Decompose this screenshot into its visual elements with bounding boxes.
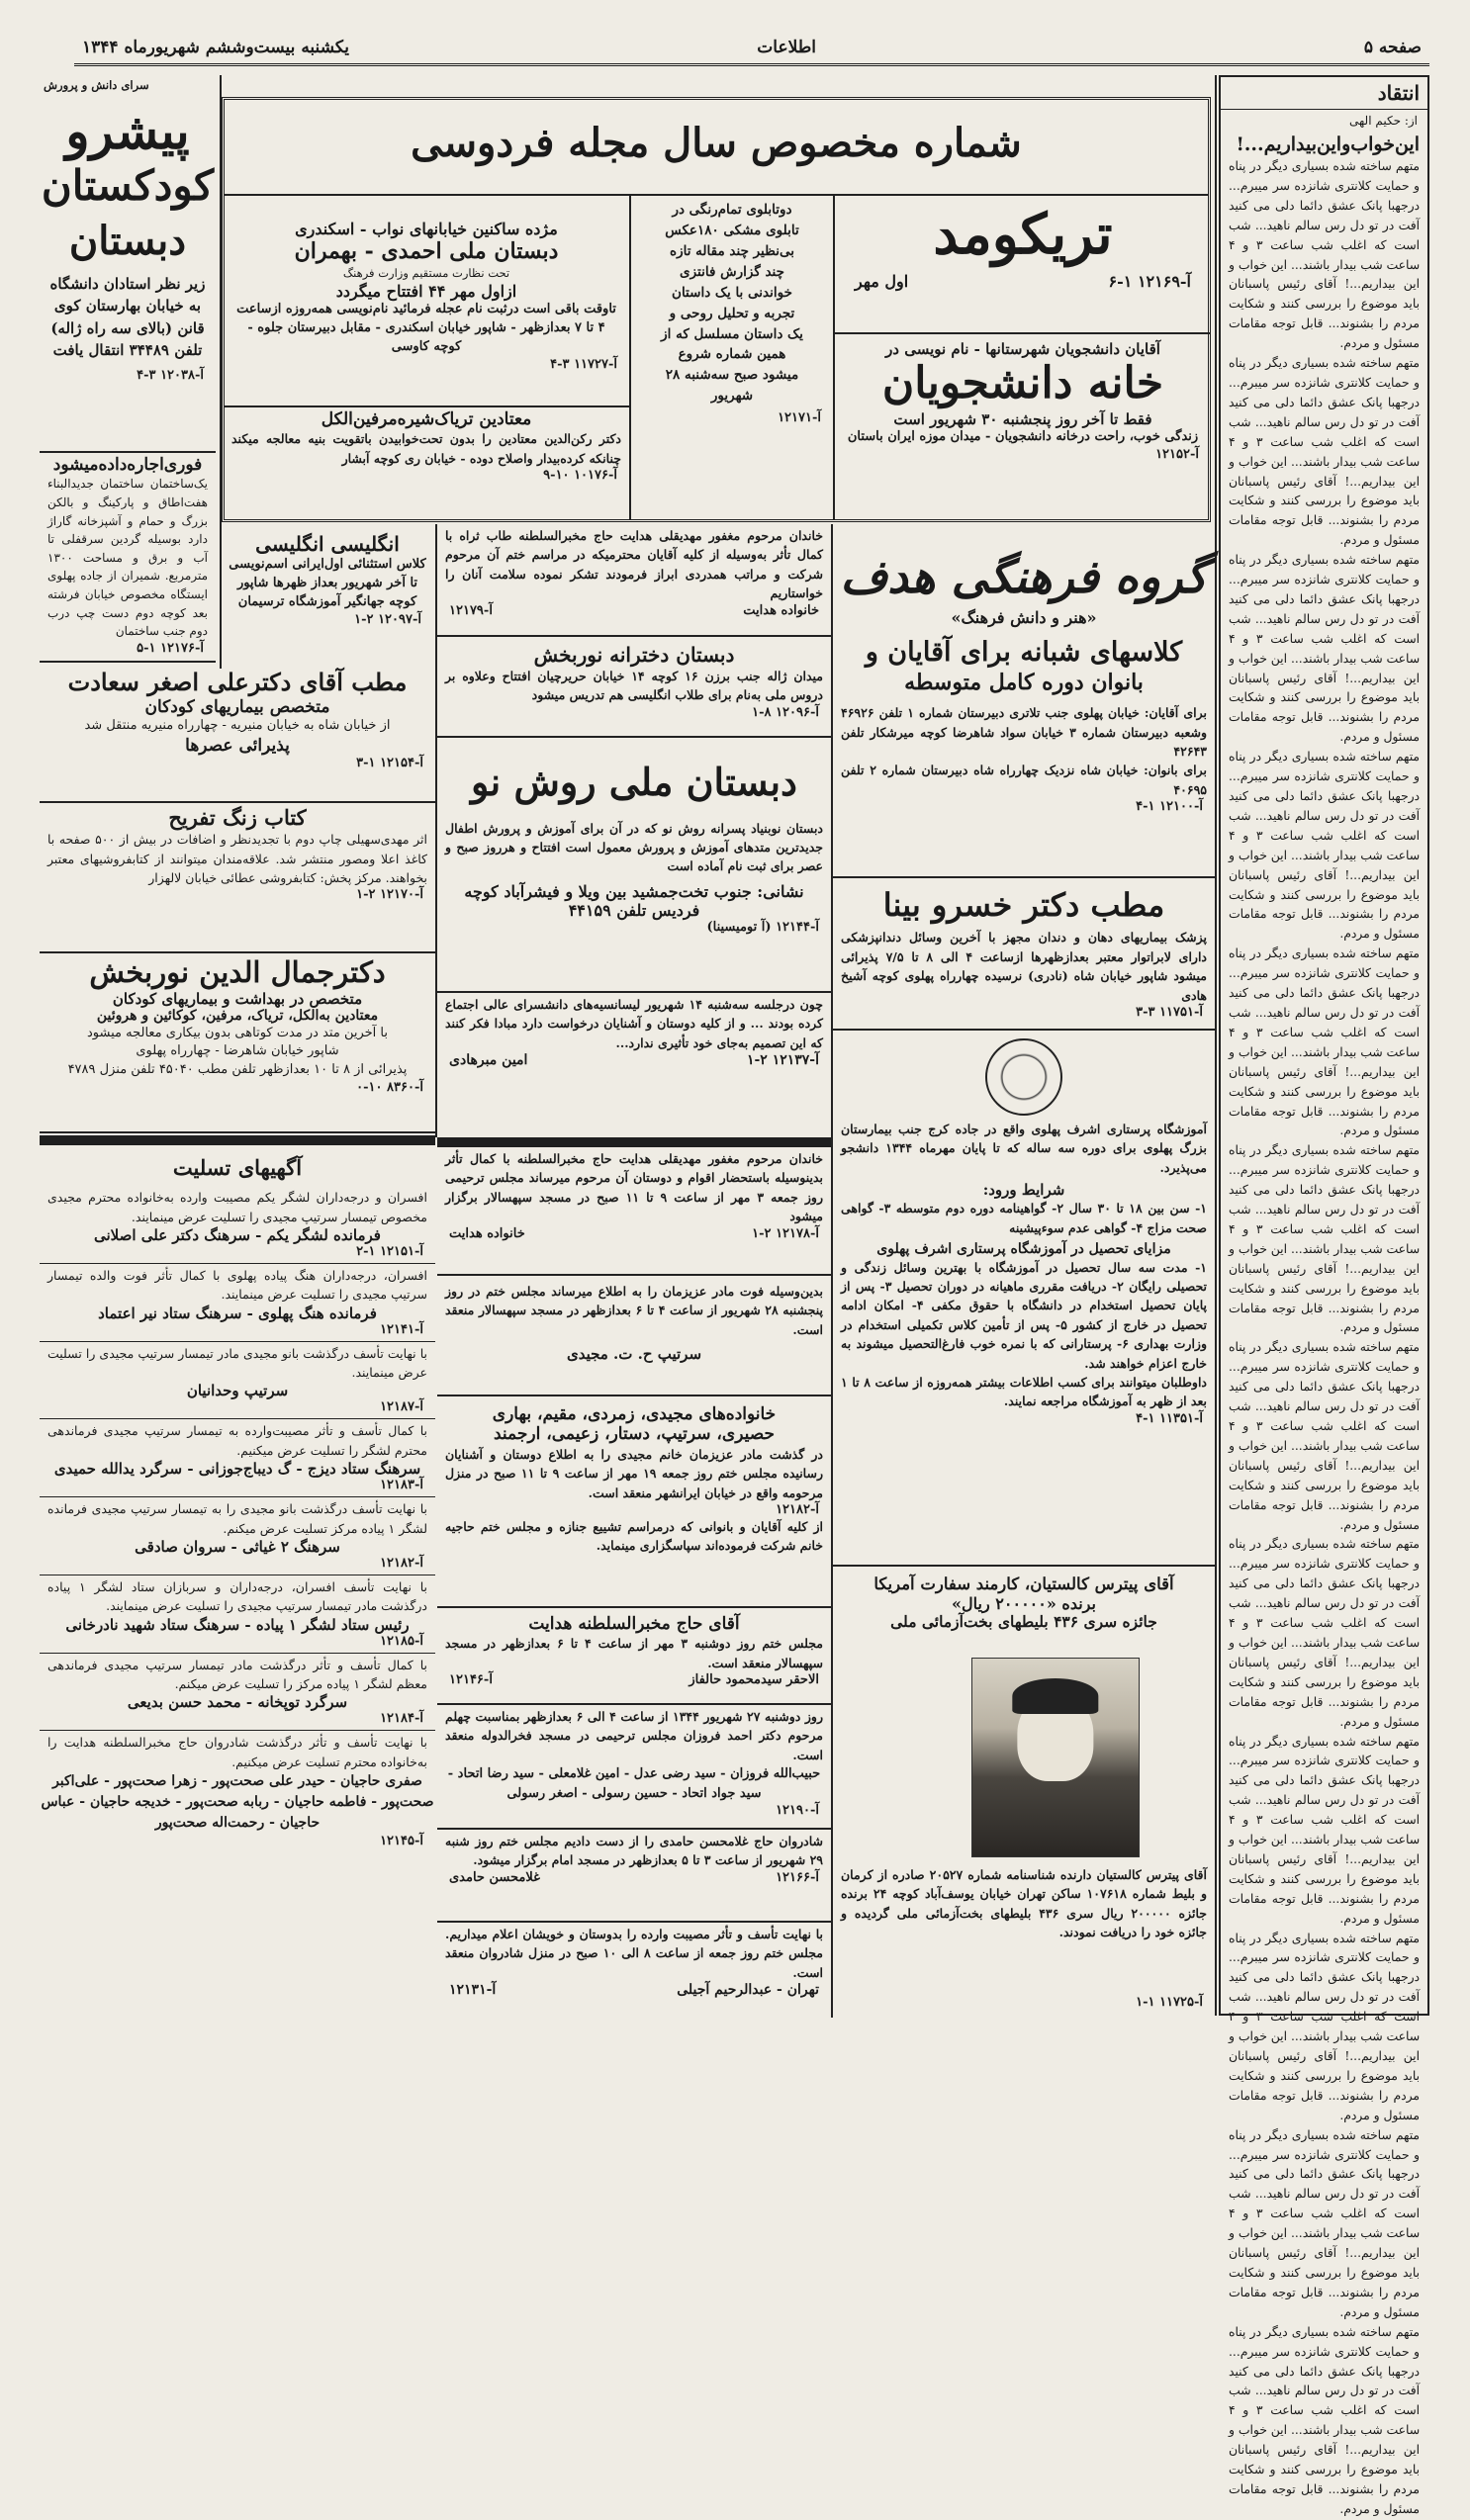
students-top: آقایان دانشجویان شهرستانها - نام نویسی در (885, 340, 1160, 358)
pishro-top: سرای دانش و پرورش (44, 78, 149, 92)
ajili-body: با نهایت تأسف و تأثر مصیبت وارده را بدوستان و خویشان اعلام میداریم. مجلس ختم روز جمعه از ساعت ۸ الی ۱۰ صبح در منزل شادروان منعقد است. (445, 1927, 823, 1980)
jamaleddin-specialty: متخصص در بهداشت و بیماریهای کودکان (112, 989, 363, 1008)
jamaleddin-hours: پذیرائی از ۸ تا ۱۰ بعدازظهر تلفن مطب ۴۵۰۴۰ تلفن منزل ۴۷۸۹ (67, 1062, 408, 1078)
masthead (74, 34, 1429, 66)
ahmadi-ad (224, 196, 629, 407)
khosrobina-ad (833, 880, 1215, 1031)
nourbakhsh-school-title: دبستان دخترانه نوربخش (533, 643, 735, 667)
tricomed-title: تریکومد (933, 202, 1113, 267)
hedayat-thanks-sign: خانواده هدایت (743, 602, 819, 618)
jamaleddin-code: آ-۸۳۶۰ ۱۰-۰ (356, 1080, 423, 1096)
lottery-title: آقای پیترس کالستیان، کارمند سفارت آمریکا (873, 1575, 1174, 1593)
ajili-code: آ-۱۲۱۳۱ (449, 1982, 497, 1999)
english-ad (222, 526, 433, 663)
book-body: اثر مهدی‌سهیلی چاپ دوم با تجدیدنظر و اضافات در بیش از ۵۰۰ صفحه با کاغذ اعلا ومصور منتشر شد. علاقه‌مندان میتوانند از کتابفروشیهای معتبر بخواهند. مرکز پخش: کتابفروشی عطائی خیابان لالهزار (47, 832, 427, 885)
forouzan-sign: حبیب‌الله فروزان - سید رضی عدل - امین غلامعلی - سید رضا اتحاد - سید جواد اتحاد - حسین رسولی - اصغر رسولی (447, 1766, 821, 1801)
condolence-item: افسران و درجه‌داران لشگر یکم مصیبت وارده به‌خانواده محترم مجیدی مخصوص تیمسار سرتیپ مجیدی را تسلیت عرض مینمایند. فرمانده لشگر یکم - سرهنگ دکتر علی اصلانی آ-۱۲۱۵۱ ۱-۲ (40, 1186, 435, 1264)
ravesh-no-body: دبستان نوبنیاد پسرانه روش نو که در آن برای آموزش و پرورش اطفال جدیدترین متدهای آموزش و پرورش معمول است افتتاح و هرروز صبح و عصر برای ثبت نام آماده است (445, 820, 823, 874)
addiction-ad (224, 409, 629, 520)
majidi-notice-sign: سرتیپ ح. ت. مجیدی (566, 1345, 702, 1364)
paper-name: اطلاعات (757, 38, 816, 57)
english-body: کلاس استثنائی اول‌ایرانی اسم‌نویسی تا آخر شهریور بعداز ظهرها شاپور کوچه جهانگیر آموزشگاه ترسیمان (229, 557, 426, 609)
nourbakhsh-school-body: میدان ژاله جنب برزن ۱۶ کوچه ۱۴ خیابان حریرچیان افتتاح وعلاوه بر دروس ملی به‌نام برای طلاب انگلیسی هم تدریس میشود (445, 669, 824, 703)
hedayat-memorial-sign: خانواده هدایت (449, 1225, 525, 1241)
hadaf-code: آ-۱۲۱۰۰ ۱-۴ (1136, 799, 1203, 815)
lottery-ad (833, 1569, 1215, 2016)
condolence-item: با نهایت تأسف افسران، درجه‌داران و سربازان ستاد لشگر ۱ پیاده درگذشت مادر تیمسار سرتیپ مجیدی را تسلیت عرض مینمایند. رئیس ستاد لشگر ۱ پیاده - سرهنگ ستاد شهید نادرخانی آ-۱۲۱۸۵ (40, 1575, 435, 1654)
english-code: آ-۱۲۰۹۷ ۲-۱ (354, 611, 421, 627)
lottery-series: جائزه سری ۴۳۶ بلیطهای بخت‌آزمائی ملی (890, 1611, 1157, 1631)
tricomed-code: آ-۱۲۱۶۹ ۱-۶ (1108, 272, 1191, 292)
khosrobina-body: پزشک بیماریهای دهان و دندان مجهز با آخرین وسائل دندانپزشکی دارای لابراتوار معتبر بعدازظهرها ازساعت ۴ الی ۸ تا ۷/۵ پذیرائی میشود شاپور خیابان شاه (نادری) نرسیده چهارراه پهلوی کوچه آشیخ هادی (841, 930, 1207, 1003)
condolences-title: آگهیهای تسلیت (172, 1155, 303, 1180)
pishro-kindergarten: کودکستان (41, 161, 215, 211)
hedayat-thanks-body: خاندان مرحوم مغفور مهدیقلی هدایت حاج مخبرالسلطنه طاب ثراه با کمال تأثر به‌وسیله از کلیه آقایان محترمیکه در مراسم ختم آن مرحوم شرکت و مراتب همدردی ابراز فرمودند تشکر نموده سلامت آنان را خواستاریم (445, 528, 823, 601)
critique-column (1219, 75, 1429, 2516)
ferdowsi-title: شماره مخصوص سال مجله فردوسی (411, 120, 1022, 166)
condolence-item: با نهایت تأسف و تأثر درگذشت شادروان حاج مخبرالسلطنه هدایت را به‌خانواده محترم تسلیت عرض میکنیم. صفری حاجیان - حیدر علی صحت‌پور - زهرا صحت‌پور - علی‌اکبر صحت‌پور - فاطمه حاجیان - ربابه صحت‌پور - خدیجه حاجیان - عباس حاجیان - رحمت‌اله صحت‌پور آ-۱۲۱۴۵ (41, 1735, 434, 1849)
pishro-name: پیشرو (65, 102, 190, 161)
nursing-code: آ-۱۱۳۵۱ ۱-۴ (1136, 1410, 1203, 1426)
condolence-item: با کمال تأسف و تأثر درگذشت مادر تیمسار سرتیپ مجیدی فرماندهی معظم لشگر ۱ پیاده مرکز را تسلیت عرض میکنم. سرگرد توپخانه - محمد حسن بدیعی آ-۱۲۱۸۴ (40, 1654, 435, 1732)
mokhber-sign: الاحقر سیدمحمود حالفاز (689, 1672, 819, 1688)
ravesh-no-ad (437, 740, 831, 993)
saadat-address: از خیابان شاه به خیابان منیریه - چهارراه منیریه منتقل شد (84, 718, 391, 734)
ajili-notice (437, 1925, 831, 2016)
urgent-title: فوری‌اجاره‌داده‌میشود (52, 455, 203, 475)
mobarhadi-notice (437, 995, 831, 1135)
ahmadi-details: تاوقت باقی است درثبت نام عجله فرمائید نام‌نویسی همه‌روزه ازساعت ۴ تا ۷ بعدازظهر - شاپور خیابان اسکندری - مقابل دبیرستان جلوه - کوچه کاوسی (236, 302, 616, 354)
urgent-code: آ-۱۲۱۷۶ ۱-۵ (137, 640, 204, 656)
jamaleddin-addicts: معتادین به‌الکل، تریاک، مرفین، کوکائین و هروئین (96, 1007, 379, 1024)
condolence-list (40, 1186, 435, 1852)
condolence-item: با کمال تأسف و تأثر مصیبت‌وارده به تیمسار سرتیپ مجیدی فرماندهی محترم لشگر را تسلیت عرض میکنیم. سرهنگ ستاد دیزج - گ‌ دیباج‌جوزانی - سرگرد یدالله حمیدی آ-۱۲۱۸۳ (40, 1419, 435, 1497)
students-address: زندگی خوب، راحت درخانه دانشجویان - میدان موزه ایران باستان (847, 428, 1199, 444)
hadaf-slogan: «هنر و دانش فرهنگ» (951, 608, 1097, 628)
addiction-title: معتادین تریاک‌شیره‌مرفین‌الکل (321, 409, 532, 429)
lottery-code: آ-۱۱۷۲۵ ۱-۱ (1136, 1995, 1203, 2010)
pishro-code: آ-۱۲۰۳۸ ۳-۴ (137, 367, 204, 383)
nourbakhsh-school-ad (437, 639, 831, 738)
ajili-sign: تهران - عبدالرحیم آجیلی (677, 1982, 819, 1999)
hedayat-memorial-code: آ-۱۲۱۷۸ ۲-۱ (752, 1225, 819, 1241)
condolences-section (40, 1147, 435, 2016)
issue-date: یکشنبه بیست‌وششم شهریورماه ۱۳۴۴ (82, 38, 349, 57)
ferdowsi-details (631, 196, 833, 520)
nourbakhsh-school-code: آ-۱۲۰۹۶ ۸-۱ (752, 704, 819, 720)
critique-author: از: حکیم الهی (1349, 114, 1418, 128)
ravesh-no-code: آ-۱۲۱۴۴ (آ تومیسینا) (706, 920, 819, 936)
hamedi-body: شادروان حاج غلامحسن حامدی را از دست دادیم مجلس ختم روز شنبه ۲۹ شهریور از ساعت ۳ تا ۵ بعدازظهر در مسجد امام برگزار میشود. (445, 1834, 823, 1868)
forouzan-notice (437, 1707, 831, 1830)
hedayat-thanks (437, 526, 831, 637)
critique-headline: این‌خواب‌واین‌بیداریم...! (1236, 134, 1420, 155)
addiction-body: دکتر رکن‌الدین معتادین را بدون تحت‌خوابیدن باتقویت بنیه معالجه میکند چنانکه کرده‌بیدار واصلاح دوده - خیابان ری کوچه آبشار (231, 431, 621, 466)
saadat-ad (40, 665, 435, 803)
urgent-body: یک‌ساختمان ساختمان جدیدالبناء هفت‌اطاق و پارکینگ و بالکن بزرگ و حمام و آشپزخانه گاراژ دارد بوسیله گردین سرقفلی تا آب و برق و مساحت ۱۳۰۰ مترمربع. شمیران از جاده پهلوی ایستگاه مخصوص خیابان فرشته بعد کوچه دوم دست چپ درب دوم جنب ساختمان (47, 477, 208, 639)
ferdowsi-code: آ-۱۲۱۷۱ (778, 410, 821, 426)
nursing-conditions-title: شرایط ورود: (982, 1181, 1065, 1200)
lottery-body: آقای پیترس کالستیان دارنده شناسنامه شماره ۲۰۵۲۷ صادره از کرمان و بلیط شماره ۱۰۷۶۱۸ ساکن تهران خیابان یوسف‌آباد کوچه ۲۴ برنده جائزه ۲۰۰۰۰۰ ریال سری ۴۳۶ بلیطهای بخت‌آزمائی ملی گردیده و جائزه خود را دریافت نمودند. (841, 1867, 1207, 1940)
families-names: حصیری، سرتیپ، دستار، زعیمی، ارجمند (493, 1424, 775, 1445)
mobarhadi-code: آ-۱۲۱۳۷ ۲-۱ (746, 1052, 819, 1069)
book-ad (40, 805, 435, 953)
english-title: انگلیسی انگلیسی (255, 532, 400, 556)
families-thanks: از کلیه آقایان و بانوانی که درمراسم تشییع جنازه و مجلس ختم حاجیه خانم شرکت فرموده‌اند سپاسگزاری مینماید. (445, 1518, 823, 1554)
jamaleddin-ad (40, 955, 435, 1133)
hamedi-notice (437, 1832, 831, 1923)
hadaf-men: برای آقایان: خیابان پهلوی جنب تلاتری دبیرستان شماره ۱ تلفن ۴۶۹۲۶ وشعبه دبیرستان شماره ۳ خیابان سواد شاهرضا کوچه میرشکار تلفن ۴۲۶۴۳ (841, 705, 1207, 759)
lottery-prize: برنده «۲۰۰۰۰۰ ریال» (952, 1593, 1096, 1613)
students-deadline: فقط تا آخر روز پنجشنبه ۳۰ شهریور است (893, 409, 1152, 428)
mobarhadi-body: چون درجلسه سه‌شنبه ۱۴ شهریور لیسانسیه‌های دانشسرای عالی اجتماع کرده بودند ... و از کلیه دوستان و آشنایان درخواست دارد مبادا فکر کنند که این تصمیم به‌جای خود تأثیری ندارد... (445, 997, 823, 1050)
nursing-conditions: ۱- سن بین ۱۸ تا ۳۰ سال ۲- گواهینامه دوره دوم متوسطه ۳- گواهی صحت مزاج ۴- گواهی عدم سوءپیشینه (841, 1201, 1207, 1235)
families-notice (437, 1398, 831, 1608)
khosrobina-title: مطب دکتر خسرو بینا (882, 886, 1165, 924)
mokhber-title: آقای حاج مخبرالسلطنه هدایت (528, 1614, 740, 1634)
book-code: آ-۱۲۱۷۰ ۲-۱ (356, 887, 423, 903)
families-body: در گذشت مادر عزیزمان خانم مجیدی را به اطلاع دوستان و آشنایان رسانیده مجلس ختم روز جمعه ۱۹ مهر از ساعت ۹ تا ۱۱ صبح در منزل مرحومه واقع در خیابان ایرانشهر منعقد است. (445, 1446, 823, 1500)
nursing-footer: داوطلبان میتوانند برای کسب اطلاعات بیشتر همه‌روزه از ساعت ۸ تا ۱ بعد از ظهر به آموزشگاه مراجعه نمایند. (841, 1374, 1207, 1409)
ahmadi-line1: مژده ساکنین خیابانهای نواب - اسکندری (295, 220, 558, 238)
pishro-school: دبستان (68, 217, 187, 264)
addiction-code: آ-۱۰۱۷۶ ۱۰-۹ (543, 468, 617, 484)
critique-body: متهم ساخته شده بسیاری دیگر در پناه و حمایت کلانتری شانزده سر میبرم... درجهبا پانک عشق دائما دلی می کنید آفت در تو دل رس سالم ناهید... شب است که اغلب شب ساعت ۳ و ۴ ساعت شب بیدار باشند... این خواب و این بیداریم...! آقای رئیس پاسبانان باید موضوع را بررسی کنند و شکایت مردم را بشنوند... قابل توجه مقامات مسئول و مردم. متهم ساخته شده بسیاری دیگر در پناه و حمایت کلانتری شانزده سر میبرم... درجهبا پانک عشق دائما دلی می کنید آفت در تو دل رس سالم ناهید... شب است که اغلب شب ساعت ۳ و ۴ ساعت شب بیدار باشند... این خواب و این بیداریم...! آقای رئیس پاسبانان باید موضوع را بررسی کنند و شکایت مردم را بشنوند... قابل توجه مقامات مسئول و مردم. متهم ساخته شده بسیاری دیگر در پناه و حمایت کلانتری شانزده سر میبرم... درجهبا پانک عشق دائما دلی می کنید آفت در تو دل رس سالم ناهید... شب است که اغلب شب ساعت ۳ و ۴ ساعت شب بیدار باشند... این خواب و این بیداریم...! آقای رئیس پاسبانان باید موضوع را بررسی کنند و شکایت مردم را بشنوند... قابل توجه مقامات مسئول و مردم. متهم ساخته شده بسیاری دیگر در پناه و حمایت کلانتری شانزده سر میبرم... درجهبا پانک عشق دائما دلی می کنید آفت در تو دل رس سالم ناهید... شب است که اغلب شب ساعت ۳ و ۴ ساعت شب بیدار باشند... این خواب و این بیداریم...! آقای رئیس پاسبانان باید موضوع را بررسی کنند و شکایت مردم را بشنوند... قابل توجه مقامات مسئول و مردم. متهم ساخته شده بسیاری دیگر در پناه و حمایت کلانتری شانزده سر میبرم... درجهبا پانک عشق دائما دلی می کنید آفت در تو دل رس سالم ناهید... شب است که اغلب شب ساعت ۳ و ۴ ساعت شب بیدار باشند... این خواب و این بیداریم...! آقای رئیس پاسبانان باید موضوع را بررسی کنند و شکایت مردم را بشنوند... قابل توجه مقامات مسئول و مردم. متهم ساخته شده بسیاری دیگر در پناه و حمایت کلانتری شانزده سر میبرم... درجهبا پانک عشق دائما دلی می کنید آفت در تو دل رس سالم ناهید... شب است که اغلب شب ساعت ۳ و ۴ ساعت شب بیدار باشند... این خواب و این بیداریم...! آقای رئیس پاسبانان باید موضوع را بررسی کنند و شکایت مردم را بشنوند... قابل توجه مقامات مسئول و مردم. متهم ساخته شده بسیاری دیگر در پناه و حمایت کلانتری شانزده سر میبرم... درجهبا پانک عشق دائما دلی می کنید آفت در تو دل رس سالم ناهید... شب است که اغلب شب ساعت ۳ و ۴ ساعت شب بیدار باشند... این خواب و این بیداریم...! آقای رئیس پاسبانان باید موضوع را بررسی کنند و شکایت مردم را بشنوند... قابل توجه مقامات مسئول و مردم. متهم ساخته شده بسیاری دیگر در پناه و حمایت کلانتری شانزده سر میبرم... درجهبا پانک عشق دائما دلی می کنید آفت در تو دل رس سالم ناهید... شب است که اغلب شب ساعت ۳ و ۴ ساعت شب بیدار باشند... این خواب و این بیداریم...! آقای رئیس پاسبانان باید موضوع را بررسی کنند و شکایت مردم را بشنوند... قابل توجه مقامات مسئول و مردم. متهم ساخته شده بسیاری دیگر در پناه و حمایت کلانتری شانزده سر میبرم... درجهبا پانک عشق دائما دلی می کنید آفت در تو دل رس سالم ناهید... شب است که اغلب شب ساعت ۳ و ۴ ساعت شب بیدار باشند... این خواب و این بیداریم...! آقای رئیس پاسبانان باید موضوع را بررسی کنند و شکایت مردم را بشنوند... قابل توجه مقامات مسئول و مردم. متهم ساخته شده بسیاری دیگر در پناه و حمایت کلانتری شانزده سر میبرم... درجهبا پانک عشق دائما دلی می کنید آفت در تو دل رس سالم ناهید... شب است که اغلب شب ساعت ۳ و ۴ ساعت شب بیدار باشند... این خواب و این بیداریم...! آقای رئیس پاسبانان باید موضوع را بررسی کنند و شکایت مردم را بشنوند... قابل توجه مقامات مسئول و مردم. متهم ساخته شده بسیاری دیگر در پناه و حمایت کلانتری شانزده سر میبرم... درجهبا پانک عشق دائما دلی می کنید آفت در تو دل رس سالم ناهید... شب است که اغلب شب ساعت ۳ و ۴ ساعت شب بیدار باشند... این خواب و این بیداریم...! آقای رئیس پاسبانان باید موضوع را بررسی کنند و شکایت مردم را بشنوند... قابل توجه مقامات مسئول و مردم. متهم ساخته شده بسیاری دیگر در پناه و حمایت کلانتری شانزده سر میبرم... درجهبا پانک عشق دائما دلی می کنید آفت در تو دل رس سالم ناهید... شب است که اغلب شب ساعت ۳ و ۴ ساعت شب بیدار باشند... این خواب و این بیداریم...! آقای رئیس پاسبانان باید موضوع را بررسی کنند و شکایت مردم را بشنوند... قابل توجه مقامات مسئول و مردم. (1229, 159, 1420, 2516)
ahmadi-school: دبستان ملی احمدی - بهمران (294, 238, 559, 265)
saadat-code: آ-۱۲۱۵۴ ۱-۳ (356, 756, 423, 771)
khosrobina-code: آ-۱۱۷۵۱ ۳-۳ (1136, 1004, 1203, 1020)
hedayat-thanks-code: آ-۱۲۱۷۹ (449, 602, 493, 618)
forouzan-body: روز دوشنبه ۲۷ شهریور ۱۳۴۴ از ساعت ۴ الی ۶ بعدازظهر بمناسبت چهلم مرحوم دکتر احمد فروزان مجلس ترحیمی در مسجد فخرالدوله منعقد است. (445, 1709, 824, 1762)
mobarhadi-sign: امین مبرهادی (449, 1052, 528, 1069)
nursing-intro: آموزشگاه پرستاری اشرف پهلوی واقع در جاده کرج جنب بیمارستان بزرگ پهلوی برای دوره سه ساله که تا پایان مهرماه ۱۳۴۴ دانشجو می‌پذیرد. (841, 1122, 1207, 1175)
forouzan-code: آ-۱۲۱۹۰ (776, 1803, 819, 1819)
ahmadi-supervision: تحت نظارت مستقیم وزارت فرهنگ (342, 265, 510, 280)
hamedi-code: آ-۱۲۱۶۶ (776, 1869, 819, 1885)
condolence-item: افسران، درجه‌داران هنگ پیاده پهلوی با کمال تأثر فوت والده تیمسار سرتیپ مجیدی را تسلیت عرض مینمایند. فرمانده هنگ پهلوی - سرهنگ ستاد نیر اعتماد آ-۱۲۱۴۱ (40, 1264, 435, 1342)
urgent-rent-ad (40, 455, 216, 663)
ferdowsi-contents: دوتابلوی تمام‌رنگی در تابلوی مشکی ۱۸۰عکس بی‌نظیر چند مقاله تازه چند گزارش فانتزی خواندنی با یک داستان تجربه و تحلیل روحی و یک داستان مسلسل که از همین شماره شروع میشود صبح سه‌شنبه ۲۸ شهریور (661, 202, 803, 405)
hadaf-women: برای بانوان: خیابان شاه نزدیک چهارراه شاه دبیرستان شماره ۲ تلفن ۴۰۶۹۵ (841, 763, 1207, 797)
families-title: خانواده‌های مجیدی، زمردی، مقیم، بهاری (492, 1404, 777, 1424)
tricomed-ad (835, 198, 1211, 334)
saadat-hours: پذیرائی عصرها (185, 736, 290, 757)
hadaf-title: گروه فرهنگی هدف (840, 550, 1208, 603)
critique-section-label: انتقاد (1221, 77, 1427, 110)
book-title: کتاب زنگ تفریح (168, 805, 307, 830)
mokhber-code: آ-۱۲۱۴۶ (449, 1672, 493, 1688)
students-title: خانه دانشجویان (881, 358, 1164, 408)
nursing-school-ad (833, 1033, 1215, 1567)
mokhber-notice (437, 1610, 831, 1705)
students-ad (835, 336, 1211, 520)
families-code: آ-۱۲۱۸۲ (776, 1501, 819, 1517)
hamedi-sign: غلامحسن حامدی (449, 1869, 540, 1885)
ahmadi-code: آ-۱۱۷۲۷ ۳-۴ (550, 356, 617, 372)
hedayat-memorial-body: خاندان مرحوم مغفور مهدیقلی هدایت حاج مخبرالسلطنه با کمال تأثر بدینوسیله باستحضار اقوام و دوستان آن مرحوم میرساند مجلس ترحیمی روز جمعه ۳ مهر از ساعت ۹ تا ۱۱ صبح در مسجد سپهسالار برگزار میشود (445, 1151, 823, 1224)
jamaleddin-title: دکترجمال الدین نوربخش (89, 955, 386, 989)
students-code: آ-۱۲۱۵۲ (1155, 446, 1199, 462)
ravesh-no-title: دبستان ملی روش نو (471, 760, 797, 804)
condolence-item: با نهایت تأسف درگذشت بانو مجیدی مادر تیمسار سرتیپ مجیدی را تسلیت عرض مینمایند. سرتیپ وحدانیان آ-۱۲۱۸۷ (40, 1342, 435, 1420)
condolence-item: با نهایت تأسف درگذشت بانو مجیدی را به تیمسار سرتیپ مجیدی فرمانده لشگر ۱ پیاده مرکز تسلیت عرض میکنم. سرهنگ ۲ غیاثی - سروان صادقی آ-۱۲۱۸۲ (40, 1497, 435, 1575)
hedayat-memorial (437, 1149, 831, 1276)
saadat-specialty: متخصص بیماریهای کودکان (144, 696, 330, 717)
ahmadi-opening: ازاول مهر ۴۴ افتتاح میگردد (335, 281, 517, 301)
jamaleddin-method: با آخرین متد در مدت کوتاهی بدون بیکاری معالجه میشود (87, 1025, 388, 1040)
condolence-bar (40, 1135, 435, 1145)
crown-emblem-icon (985, 1038, 1062, 1116)
saadat-title: مطب آقای دکترعلی اصغر سعادت (67, 668, 408, 696)
majidi-notice (437, 1278, 831, 1396)
hadaf-line2: بانوان دوره کامل متوسطه (904, 669, 1144, 695)
tricomed-date: اول مهر (855, 272, 909, 292)
nursing-benefits-title: مزایای تحصیل در آموزشگاه پرستاری اشرف پهلوی (876, 1240, 1171, 1257)
ravesh-no-address: نشانی: جنوب تخت‌جمشید بین ویلا و فیشرآباد کوچه فردیس تلفن ۴۴۱۵۹ (464, 881, 804, 920)
portrait-photo (971, 1658, 1140, 1857)
nursing-benefits: ۱- مدت سه سال تحصیل در آموزشگاه با بهترین وسائل زندگی و تحصیلی رایگان ۲- دریافت مقرری ماهیانه در دوران تحصیل ۳- پس از پایان تحصیل استخدام در دانشگاه با حقوق مکفی ۴- امکان ادامه تحصیل در خارج از کشور ۵- پس از تأمین کلاس تکمیلی استخدام در وزارت بهداری ۶- پرستارانی که با نمره خوب فارغ‌التحصیل میشوند به خارج اعزام خواهند شد. (841, 1259, 1207, 1371)
mokhber-body: مجلس ختم روز دوشنبه ۳ مهر از ساعت ۴ تا ۶ بعدازظهر در مسجد سپهسالار منعقد است. (445, 1636, 823, 1670)
hadaf-group-ad (833, 526, 1215, 878)
pishro-desc: زیر نظر استادان دانشگاه به خیابان بهارستان کوی قانن (بالای سه راه ژاله) تلفن ۳۴۴۸۹ انتقال یافت (49, 274, 206, 360)
hadaf-line1: کلاسهای شبانه برای آقایان و (865, 637, 1183, 669)
jamaleddin-address: شاپور خیابان شاهرضا - چهارراه پهلوی (136, 1043, 339, 1059)
majidi-notice-body: بدین‌وسیله فوت مادر عزیزمان را به اطلاع میرساند مجلس ختم در روز پنجشنبه ۲۸ شهریور از ساعت ۴ تا ۶ بعدازظهر در مسجد سپهسالار منعقد است. (445, 1284, 823, 1337)
pishro-ad (40, 77, 216, 453)
page-number: صفحه ۵ (1363, 38, 1422, 57)
